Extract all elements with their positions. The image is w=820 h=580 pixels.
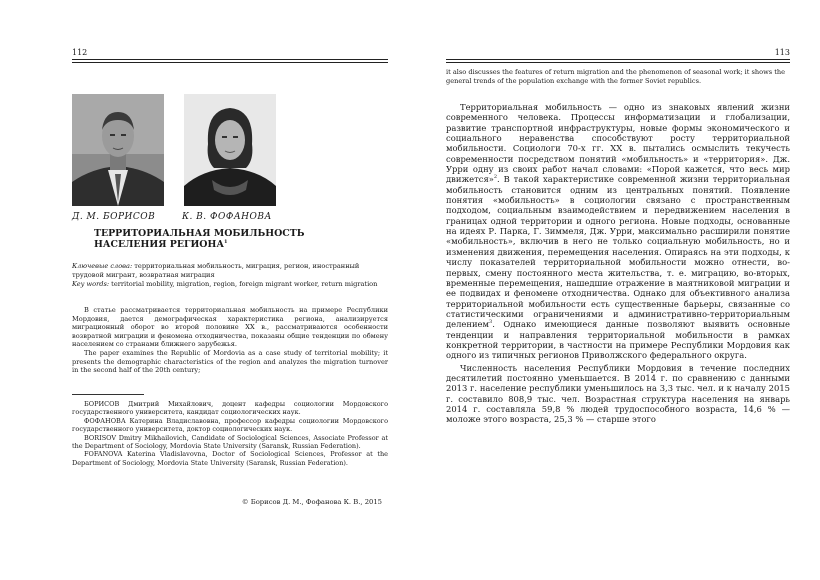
right-page-number: 113: [774, 48, 790, 57]
keywords-ru: [72, 262, 388, 279]
header-rule: [72, 59, 388, 60]
article-body: [446, 102, 790, 425]
author-photo-fofanova: [184, 94, 276, 206]
author-photo-borisov: [72, 94, 164, 206]
keywords-ru-label: Ключевые слова:: [72, 262, 133, 270]
copyright: © Борисов Д. М., Фофанова К. В., 2015: [241, 498, 382, 506]
keywords-en: [72, 280, 388, 289]
footnote-fofanova-ru: ФОФАНОВА Катерина Владиславовна, профессор кафедры социологии Мордовского государственного университета, доктор социологических наук.: [72, 416, 388, 434]
right-page: [410, 0, 820, 580]
abstract-continuation: it also discusses the features of return migration and the phenomenon of seasonal work; it shows the general trends of the population exchange with the former Soviet republics.: [446, 68, 786, 85]
footnote-fofanova-en: FOFANOVA Katerina Vladislavovna, Doctor of Sociological Sciences, Professor at the Department of Sociology, Mordovia State University (Saransk, Russian Federation).: [72, 450, 388, 467]
keywords-en-text: territorial mobility, migration, region, foreign migrant worker, return migration: [109, 280, 378, 288]
abstract-ru: В статье рассматривается территориальная мобильность на примере Республики Мордовия, дается демографическая характеристика региона, анализируется миграционный оборот во второй половине XX в., рассматриваются особенности возвратной миграции и феномена отходничества, показаны общие тенденции по обмену населением со странами ближнего зарубежья.: [72, 306, 388, 349]
left-page-number: 112: [72, 48, 88, 57]
abstract-en: The paper examines the Republic of Mordovia as a case study of territorial mobility; it presents the demographic characteristics of the region and analyzes the migration turnover in the second half of the 20th century;: [72, 348, 388, 375]
header-rule-thin: [72, 62, 388, 63]
body-paragraph-2: Численность населения Республики Мордовия в течение последних десятилетий постоянно уменьшается. В 2014 г. по сравнению с данными 2013 г. население республики уменьшилось на 3,3 тыс. чел. и к началу 2015 г. составило 808,9 тыс. чел. Возрастная структура населения на январь 2014 г. составляла 59,8 % людей трудоспособного возраста, 14,6 % — моложе этого возраста, 25,3 % — старше этого: [446, 362, 790, 425]
abstract: [72, 306, 388, 375]
header-rule-thin: [446, 62, 790, 63]
author-name-fofanova: К. В. ФОФАНОВА: [182, 212, 272, 222]
keywords-en-label: Key words:: [72, 280, 110, 288]
footnote-mark: 2: [493, 174, 498, 181]
footnote-mark: 3: [489, 319, 493, 326]
article-title: [94, 228, 334, 250]
title-line-1: ТЕРРИТОРИАЛЬНАЯ МОБИЛЬНОСТЬ: [94, 228, 305, 239]
title-line-2: НАСЕЛЕНИЯ РЕГИОНА$^1$: [94, 238, 228, 250]
title-footnote-mark: 1: [223, 238, 228, 245]
author-footnotes: [72, 400, 388, 467]
footnote-borisov-en: BORISOV Dmitry Mikhailovich, Candidate of Sociological Sciences, Associate Professor at the Department of Sociology, Mordovia State University (Saransk, Russian Federation).: [72, 433, 388, 451]
footnote-borisov-ru: БОРИСОВ Дмитрий Михайлович, доцент кафедры социологии Мордовского государственного университета, кандидат социологических наук.: [72, 400, 388, 417]
body-paragraph-1: Территориальная мобильность — одно из знаковых явлений жизни современного человека. Процессы информатизации и глобализации, развитие транспортной инфраструктуры, новые формы экономического и социального неравенства способствуют росту территориальной мобильности. Социологи 70-х гг. XX в. пытались осмыслить текучесть современности посредством понятий «мобильность» и «территория». Дж. Урри одну из своих работ начал словами: «Порой кажется, что весь мир движется»$^2$. В такой характеристике современной жизни территориальная мобильность становится одним из центральных понятий. Появление понятия «мобильность» в социологии связано с пространственным подходом, социальным взаимодействием и передвижением населения в границах одной территории и одного региона. Новые подходы, основанные на идеях Р. Парка, Г. Зиммеля, Дж. Урри, максимально расширили понятие «мобильность», включив в него не только социальную мобильность, но и изменения движения, перемещения населения. Опираясь на эти подходы, к числу показателей территориальной мобильности можно отнести, во-первых, смену постоянного места жительства, т. е. миграцию, во-вторых, временные перемещения, нашедшие отражение в маятниковой миграции и ее подвидах и феномене отходничества. Однако для объективного анализа территориальной мобильности есть существенные барьеры, связанные со статистическими ограничениями и административно-территориальным делением$^3$. Однако имеющиеся данные позволяют выявить основные тенденции и направления территориальной мобильности в рамках конкретной территории, в частности на примере Республики Мордовия как одного из типичных регионов Приволжского федерального округа.: [446, 102, 790, 361]
keywords-ru-text: территориальная мобильность, миграция, регион, иностранный трудовой мигрант, возвратная миграция: [72, 262, 360, 279]
footnote-separator: [72, 394, 144, 395]
author-name-borisov: Д. М. БОРИСОВ: [72, 212, 156, 222]
header-rule: [446, 59, 790, 60]
